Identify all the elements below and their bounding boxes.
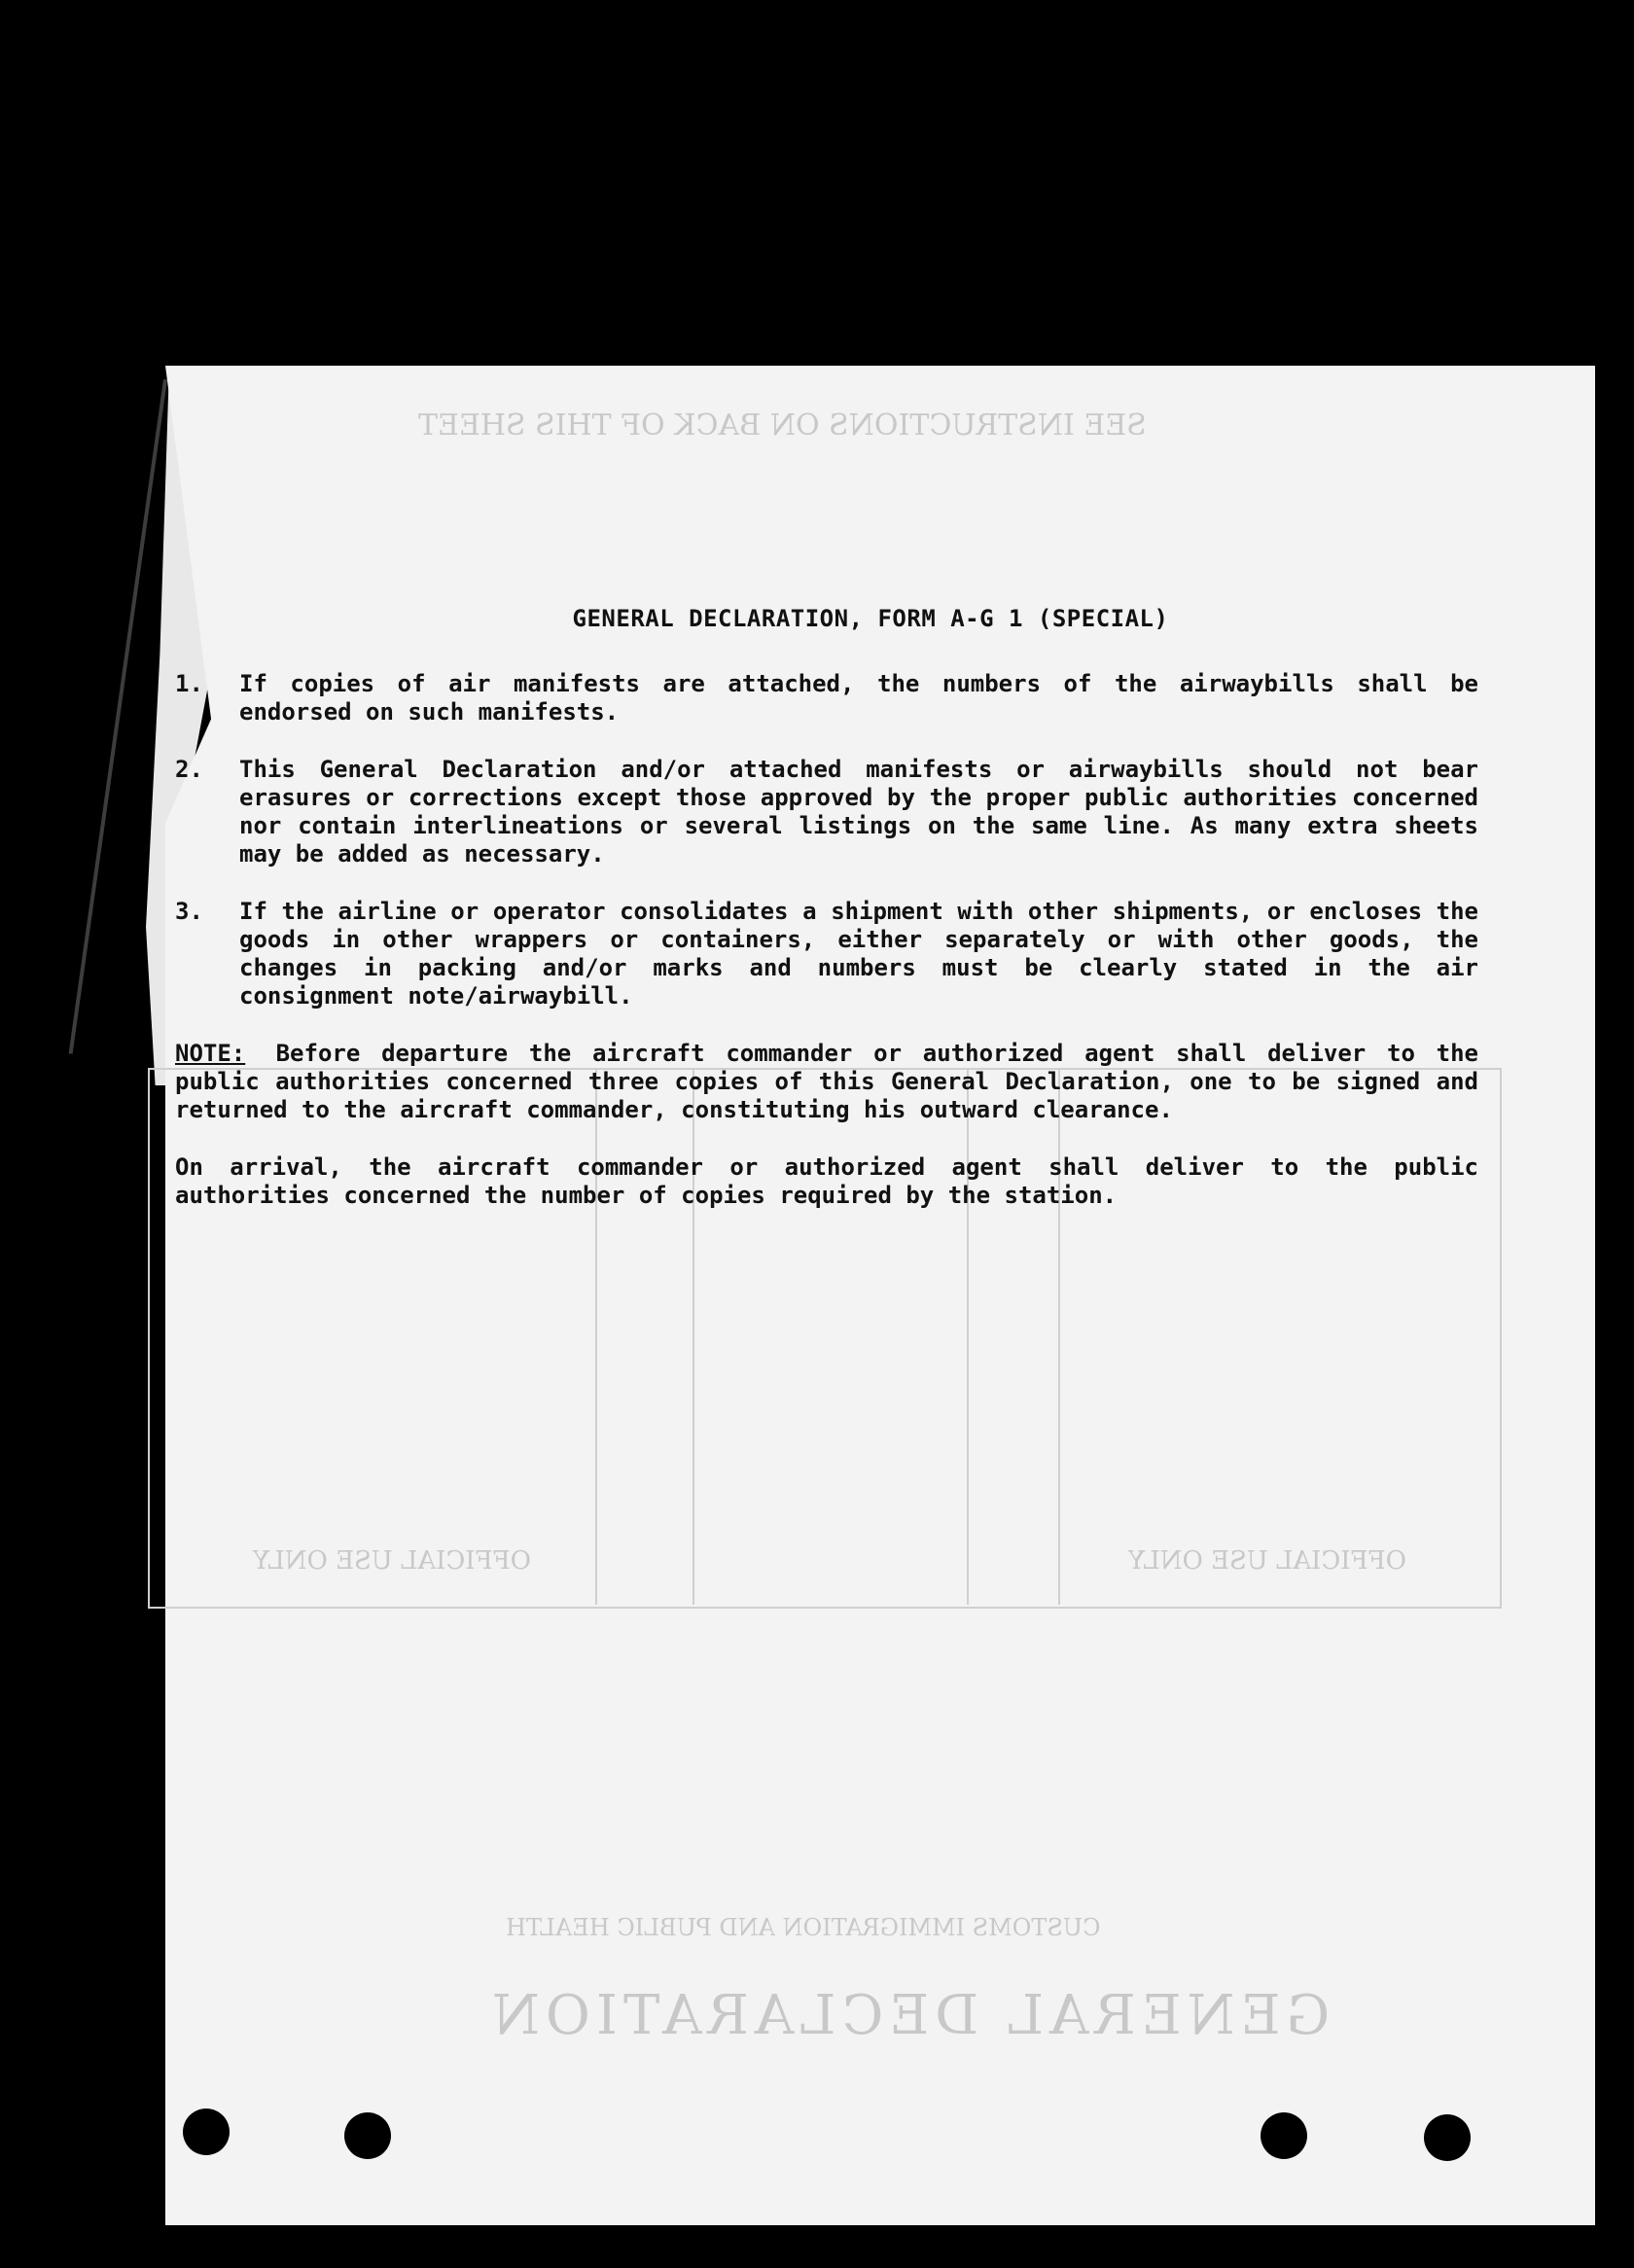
- item-number: 1.: [175, 670, 203, 697]
- bleed-through-text: OFFICIAL USE ONLY: [253, 1546, 531, 1576]
- bleed-through-heading: GENERAL DECLARATION: [486, 1984, 1331, 2047]
- instruction-item: [175, 670, 1478, 726]
- instructions-content: [175, 605, 1478, 1210]
- note-paragraph: [175, 1040, 1478, 1124]
- bleed-through-text: CUSTOMS IMMIGRATION AND PUBLIC HEALTH: [506, 1914, 1101, 1941]
- instruction-item: [175, 756, 1478, 868]
- punch-hole: [1261, 2112, 1307, 2159]
- item-number: 2.: [175, 756, 203, 783]
- punch-hole: [1424, 2114, 1471, 2161]
- item-number: 3.: [175, 898, 203, 925]
- item-text: If copies of air manifests are attached, the numbers of the airwaybills shall be endorsed on such manifests.: [239, 670, 1478, 726]
- item-text: If the airline or operator consolidates a shipment with other shipments, or encloses the goods in other wrappers or containers, either separately or with other goods, the changes in packing and/or marks and numbers must be clearly stated in the air consignment note/airwaybill.: [239, 898, 1478, 1010]
- bleed-through-text: SEE INSTRUCTIONS ON BACK OF THIS SHEET: [418, 408, 1147, 443]
- arrival-paragraph: On arrival, the aircraft commander or authorized agent shall deliver to the public authorities concerned the number of copies required by the station.: [175, 1153, 1478, 1209]
- note-text: Before departure the aircraft commander or authorized agent shall deliver to the public authorities concerned three copies of this General Declaration, one to be signed and returned to the aircraft commander, constituting his outward clearance.: [175, 1040, 1478, 1123]
- instruction-item: [175, 898, 1478, 1010]
- note-label: NOTE:: [175, 1040, 246, 1067]
- punch-hole: [183, 2109, 230, 2155]
- document-title: GENERAL DECLARATION, FORM A-G 1 (SPECIAL): [572, 605, 1169, 632]
- bleed-through-text: OFFICIAL USE ONLY: [1128, 1546, 1406, 1576]
- punch-hole: [344, 2112, 391, 2159]
- item-text: This General Declaration and/or attached manifests or airwaybills should not bear erasures or corrections except those approved by the proper public authorities concerned nor contain interlineations or several listings on the same line. As many extra sheets may be added as necessary.: [239, 756, 1478, 868]
